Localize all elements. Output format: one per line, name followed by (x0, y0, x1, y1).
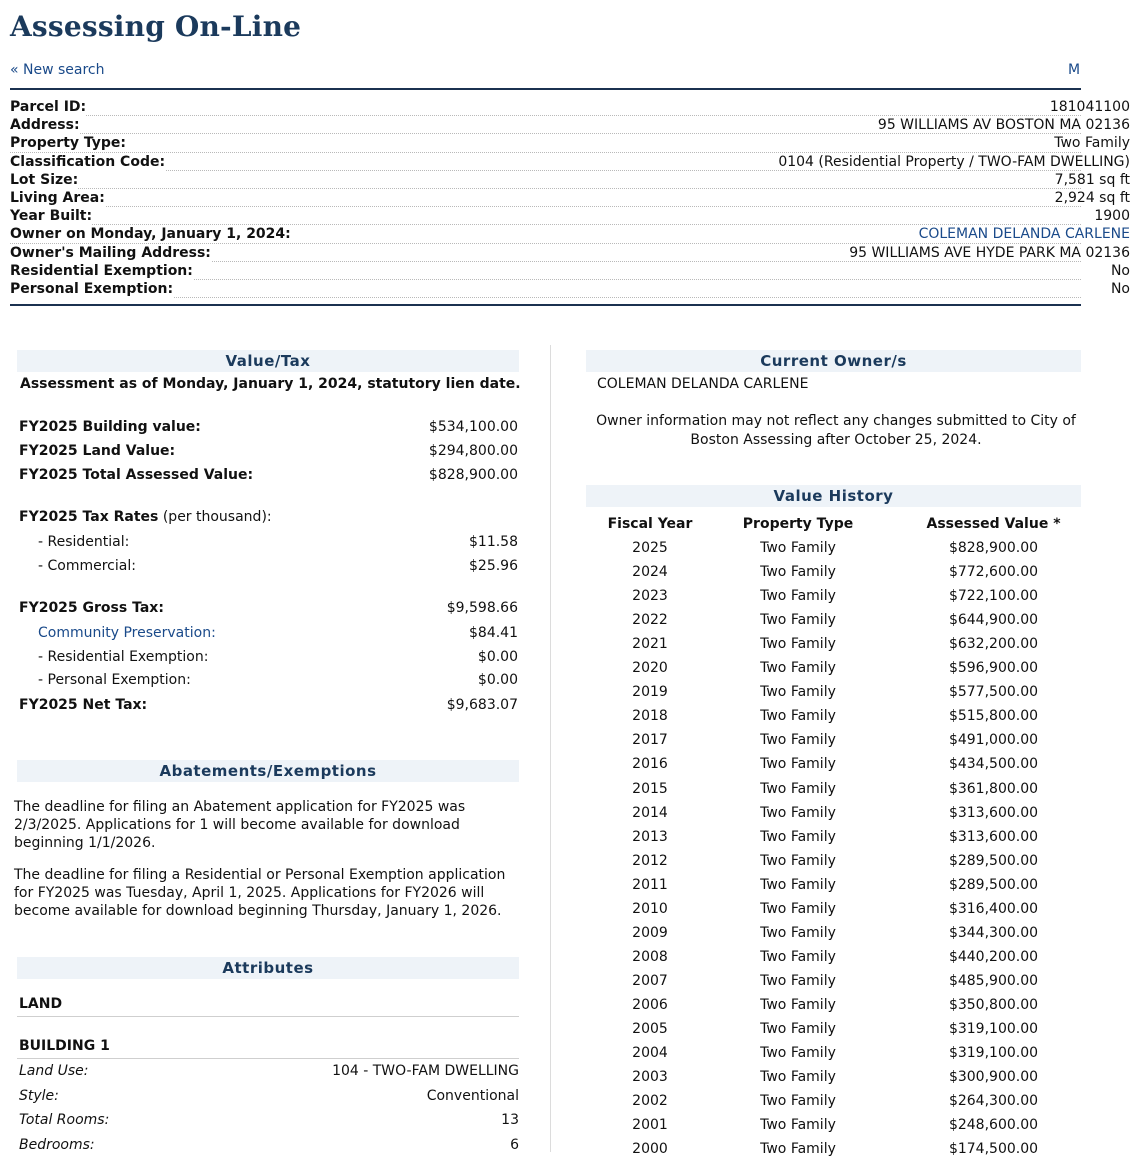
parcel-row (10, 225, 1130, 243)
building-value: $534,100.00 (428, 419, 518, 435)
col-assessed-value: Assessed Value * (926, 516, 1061, 532)
col-fiscal-year: Fiscal Year (607, 516, 693, 532)
history-assessed-value: $828,900.00 (948, 540, 1039, 557)
page-title: Assessing On-Line (10, 10, 302, 43)
net-tax-label: FY2025 Net Tax: (19, 697, 148, 713)
owner-note-line2: Boston Assessing after October 25, 2024. (690, 432, 982, 448)
attribute-row (19, 1060, 519, 1082)
history-year: 2007 (632, 972, 668, 989)
column-divider (550, 345, 551, 1152)
history-property-type: Two Family (760, 1045, 836, 1062)
personal-exemption-label: - Personal Exemption: (38, 672, 191, 688)
parcel-label: Owner's Mailing Address: (10, 244, 211, 261)
value-history-row (586, 536, 1081, 560)
history-year: 2021 (632, 636, 668, 653)
parcel-value: 181041100 (1049, 99, 1130, 115)
history-assessed-value: $644,900.00 (948, 612, 1039, 629)
value-history-row (586, 777, 1081, 801)
history-year: 2014 (632, 804, 668, 821)
value-history-row (586, 825, 1081, 849)
history-property-type: Two Family (760, 1141, 836, 1158)
land-heading: LAND (19, 996, 63, 1012)
history-assessed-value: $515,800.00 (948, 708, 1039, 725)
attribute-value: Conventional (426, 1087, 519, 1104)
history-year: 2010 (632, 900, 668, 917)
history-assessed-value: $596,900.00 (948, 660, 1039, 677)
history-property-type: Two Family (760, 876, 836, 893)
value-history-row (586, 993, 1081, 1017)
value-history-row (586, 897, 1081, 921)
parcel-row (10, 153, 1130, 171)
parcel-label: Classification Code: (10, 153, 166, 170)
attribute-row (19, 1109, 519, 1131)
tax-rates-suffix: (per thousand): (158, 509, 272, 525)
history-property-type: Two Family (760, 1069, 836, 1086)
attribute-value: 13 (501, 1112, 519, 1128)
parcel-value: No (1110, 262, 1130, 279)
map-link[interactable]: M (1068, 62, 1081, 78)
abatement-paragraph: The deadline for filing an Abatement application for FY2025 was 2/3/2025. Applications for 1 will become available for download beginning 1/1/2026. (14, 799, 466, 851)
value-history-row (586, 1065, 1081, 1089)
owner-note-line1: Owner information may not reflect any changes submitted to City of (596, 413, 1076, 429)
history-year: 2018 (632, 708, 668, 725)
parcel-row (10, 134, 1130, 152)
history-assessed-value: $491,000.00 (948, 732, 1039, 749)
history-assessed-value: $289,500.00 (948, 876, 1039, 893)
history-assessed-value: $434,500.00 (948, 756, 1039, 773)
current-owner-heading: Current Owner/s (586, 350, 1081, 372)
history-year: 2016 (632, 756, 668, 773)
parcel-rule (10, 304, 1081, 306)
land-value-label: FY2025 Land Value: (19, 443, 176, 459)
history-property-type: Two Family (760, 972, 836, 989)
parcel-value: 7,581 sq ft (1054, 171, 1130, 188)
residential-rate-label: - Residential: (38, 534, 130, 550)
history-assessed-value: $361,800.00 (948, 780, 1039, 797)
parcel-value: Two Family (1054, 135, 1130, 152)
history-assessed-value: $316,400.00 (948, 900, 1039, 917)
gross-tax-label: FY2025 Gross Tax: (19, 600, 164, 616)
attribute-label: Bedrooms: (19, 1136, 95, 1153)
land-value: $294,800.00 (428, 443, 518, 459)
history-year: 2013 (632, 828, 668, 845)
history-property-type: Two Family (760, 780, 836, 797)
history-assessed-value: $264,300.00 (948, 1093, 1039, 1110)
parcel-label: Living Area: (10, 189, 105, 206)
value-history-row (586, 656, 1081, 680)
attribute-row (19, 1085, 519, 1107)
parcel-value: 1900 (1094, 208, 1130, 225)
value-history-row (586, 873, 1081, 897)
history-year: 2001 (632, 1117, 668, 1134)
history-assessed-value: $632,200.00 (948, 636, 1039, 653)
tax-rates-label (19, 509, 272, 525)
parcel-row (10, 116, 1130, 134)
owner-link[interactable]: COLEMAN DELANDA CARLENE (918, 226, 1130, 243)
history-property-type: Two Family (760, 588, 836, 605)
history-year: 2023 (632, 588, 668, 605)
value-history-row (586, 1041, 1081, 1065)
value-history-row (586, 1017, 1081, 1041)
value-tax-heading: Value/Tax (17, 350, 519, 372)
history-property-type: Two Family (760, 564, 836, 581)
abatements-heading: Abatements/Exemptions (17, 760, 519, 782)
history-property-type: Two Family (760, 900, 836, 917)
history-property-type: Two Family (760, 708, 836, 725)
history-assessed-value: $319,100.00 (948, 1020, 1039, 1037)
history-property-type: Two Family (760, 828, 836, 845)
parcel-info (10, 98, 1130, 298)
history-assessed-value: $300,900.00 (948, 1069, 1039, 1086)
parcel-row (10, 244, 1130, 262)
history-assessed-value: $313,600.00 (948, 804, 1039, 821)
parcel-row (10, 98, 1130, 116)
residential-rate: $11.58 (469, 534, 518, 550)
history-property-type: Two Family (760, 612, 836, 629)
history-year: 2017 (632, 732, 668, 749)
residential-exemption-label: - Residential Exemption: (38, 649, 209, 665)
history-assessed-value: $248,600.00 (948, 1117, 1039, 1134)
parcel-value: 0104 (Residential Property / TWO-FAM DWELLING) (778, 153, 1130, 170)
history-assessed-value: $722,100.00 (948, 588, 1039, 605)
history-assessed-value: $577,500.00 (948, 684, 1039, 701)
value-history-table (586, 512, 1081, 1161)
parcel-row (10, 280, 1130, 298)
value-history-row (586, 728, 1081, 752)
history-year: 2005 (632, 1020, 668, 1037)
building-value-label: FY2025 Building value: (19, 419, 201, 435)
value-history-row (586, 584, 1081, 608)
history-assessed-value: $344,300.00 (948, 924, 1039, 941)
history-assessed-value: $485,900.00 (948, 972, 1039, 989)
history-assessed-value: $174,500.00 (948, 1141, 1039, 1158)
attributes-heading: Attributes (17, 957, 519, 979)
history-property-type: Two Family (760, 1093, 836, 1110)
parcel-value: 2,924 sq ft (1054, 189, 1130, 206)
value-history-row (586, 1089, 1081, 1113)
personal-exemption-value: $0.00 (477, 672, 518, 688)
building-divider (17, 1058, 519, 1059)
parcel-label: Lot Size: (10, 171, 79, 188)
value-history-row (586, 608, 1081, 632)
community-preservation-value: $84.41 (469, 625, 518, 641)
history-property-type: Two Family (760, 948, 836, 965)
history-property-type: Two Family (760, 636, 836, 653)
history-year: 2011 (632, 876, 668, 893)
value-history-row (586, 849, 1081, 873)
community-preservation-link[interactable]: Community Preservation: (38, 625, 216, 641)
value-history-row (586, 680, 1081, 704)
value-history-header-row (586, 512, 1081, 536)
history-year: 2009 (632, 924, 668, 941)
history-year: 2025 (632, 540, 668, 557)
total-value-label: FY2025 Total Assessed Value: (19, 467, 254, 483)
history-year: 2002 (632, 1093, 668, 1110)
history-year: 2008 (632, 948, 668, 965)
value-history-row (586, 560, 1081, 584)
building-heading: BUILDING 1 (19, 1038, 110, 1054)
history-property-type: Two Family (760, 852, 836, 869)
history-property-type: Two Family (760, 684, 836, 701)
history-assessed-value: $772,600.00 (948, 564, 1039, 581)
history-assessed-value: $350,800.00 (948, 996, 1039, 1013)
parcel-row (10, 171, 1130, 189)
new-search-link[interactable]: « New search (10, 62, 105, 78)
history-property-type: Two Family (760, 660, 836, 677)
parcel-label: Personal Exemption: (10, 280, 174, 297)
value-history-row (586, 801, 1081, 825)
value-history-row (586, 969, 1081, 993)
history-year: 2015 (632, 780, 668, 797)
history-assessed-value: $313,600.00 (948, 828, 1039, 845)
history-assessed-value: $440,200.00 (948, 948, 1039, 965)
exemption-paragraph: The deadline for filing a Residential or Personal Exemption application for FY2025 was Tuesday, April 1, 2025. Applications for FY2026 will become available for download beginning Thursday, January 1, 2026. (14, 867, 506, 919)
gross-tax-value: $9,598.66 (446, 600, 518, 616)
assessment-note: Assessment as of Monday, January 1, 2024, statutory lien date. (20, 376, 521, 392)
parcel-label: Residential Exemption: (10, 262, 193, 279)
residential-exemption-value: $0.00 (477, 649, 518, 665)
attribute-label: Style: (19, 1087, 59, 1104)
history-property-type: Two Family (760, 732, 836, 749)
value-history-row (586, 1137, 1081, 1161)
history-year: 2024 (632, 564, 668, 581)
history-property-type: Two Family (760, 756, 836, 773)
history-year: 2006 (632, 996, 668, 1013)
history-property-type: Two Family (760, 804, 836, 821)
history-year: 2020 (632, 660, 668, 677)
parcel-row (10, 262, 1130, 280)
history-assessed-value: $289,500.00 (948, 852, 1039, 869)
parcel-label: Address: (10, 117, 80, 134)
parcel-label: Property Type: (10, 135, 127, 152)
parcel-value: No (1110, 280, 1130, 297)
commercial-rate: $25.96 (469, 558, 518, 574)
attribute-value: 104 - TWO-FAM DWELLING (332, 1063, 519, 1079)
value-history-row (586, 921, 1081, 945)
history-year: 2022 (632, 612, 668, 629)
col-property-type: Property Type (742, 516, 854, 532)
history-year: 2003 (632, 1069, 668, 1086)
history-property-type: Two Family (760, 996, 836, 1013)
current-owner-name: COLEMAN DELANDA CARLENE (597, 376, 809, 392)
value-history-row (586, 1113, 1081, 1137)
history-property-type: Two Family (760, 924, 836, 941)
tax-rates-label-strong: FY2025 Tax Rates (19, 509, 159, 525)
value-history-row (586, 752, 1081, 776)
parcel-value: 95 WILLIAMS AV BOSTON MA 02136 (877, 117, 1130, 134)
attribute-label: Total Rooms: (19, 1112, 110, 1128)
history-property-type: Two Family (760, 1020, 836, 1037)
value-history-heading: Value History (586, 485, 1081, 507)
parcel-row (10, 189, 1130, 207)
attribute-value: 6 (510, 1136, 519, 1153)
parcel-value: 95 WILLIAMS AVE HYDE PARK MA 02136 (849, 244, 1130, 261)
header-rule (10, 88, 1081, 90)
value-history-row (586, 704, 1081, 728)
history-year: 2019 (632, 684, 668, 701)
attribute-label: Land Use: (19, 1063, 89, 1079)
total-value: $828,900.00 (428, 467, 518, 483)
history-year: 2012 (632, 852, 668, 869)
history-year: 2000 (632, 1141, 668, 1158)
parcel-label: Year Built: (10, 208, 93, 225)
net-tax-value: $9,683.07 (446, 697, 518, 713)
history-property-type: Two Family (760, 540, 836, 557)
parcel-label: Parcel ID: (10, 99, 87, 115)
land-divider (17, 1016, 519, 1017)
value-history-row (586, 632, 1081, 656)
commercial-rate-label: - Commercial: (38, 558, 136, 574)
history-year: 2004 (632, 1045, 668, 1062)
parcel-label: Owner on Monday, January 1, 2024: (10, 226, 291, 243)
attribute-row (19, 1134, 519, 1156)
history-property-type: Two Family (760, 1117, 836, 1134)
history-assessed-value: $319,100.00 (948, 1045, 1039, 1062)
parcel-row (10, 207, 1130, 225)
value-history-row (586, 945, 1081, 969)
